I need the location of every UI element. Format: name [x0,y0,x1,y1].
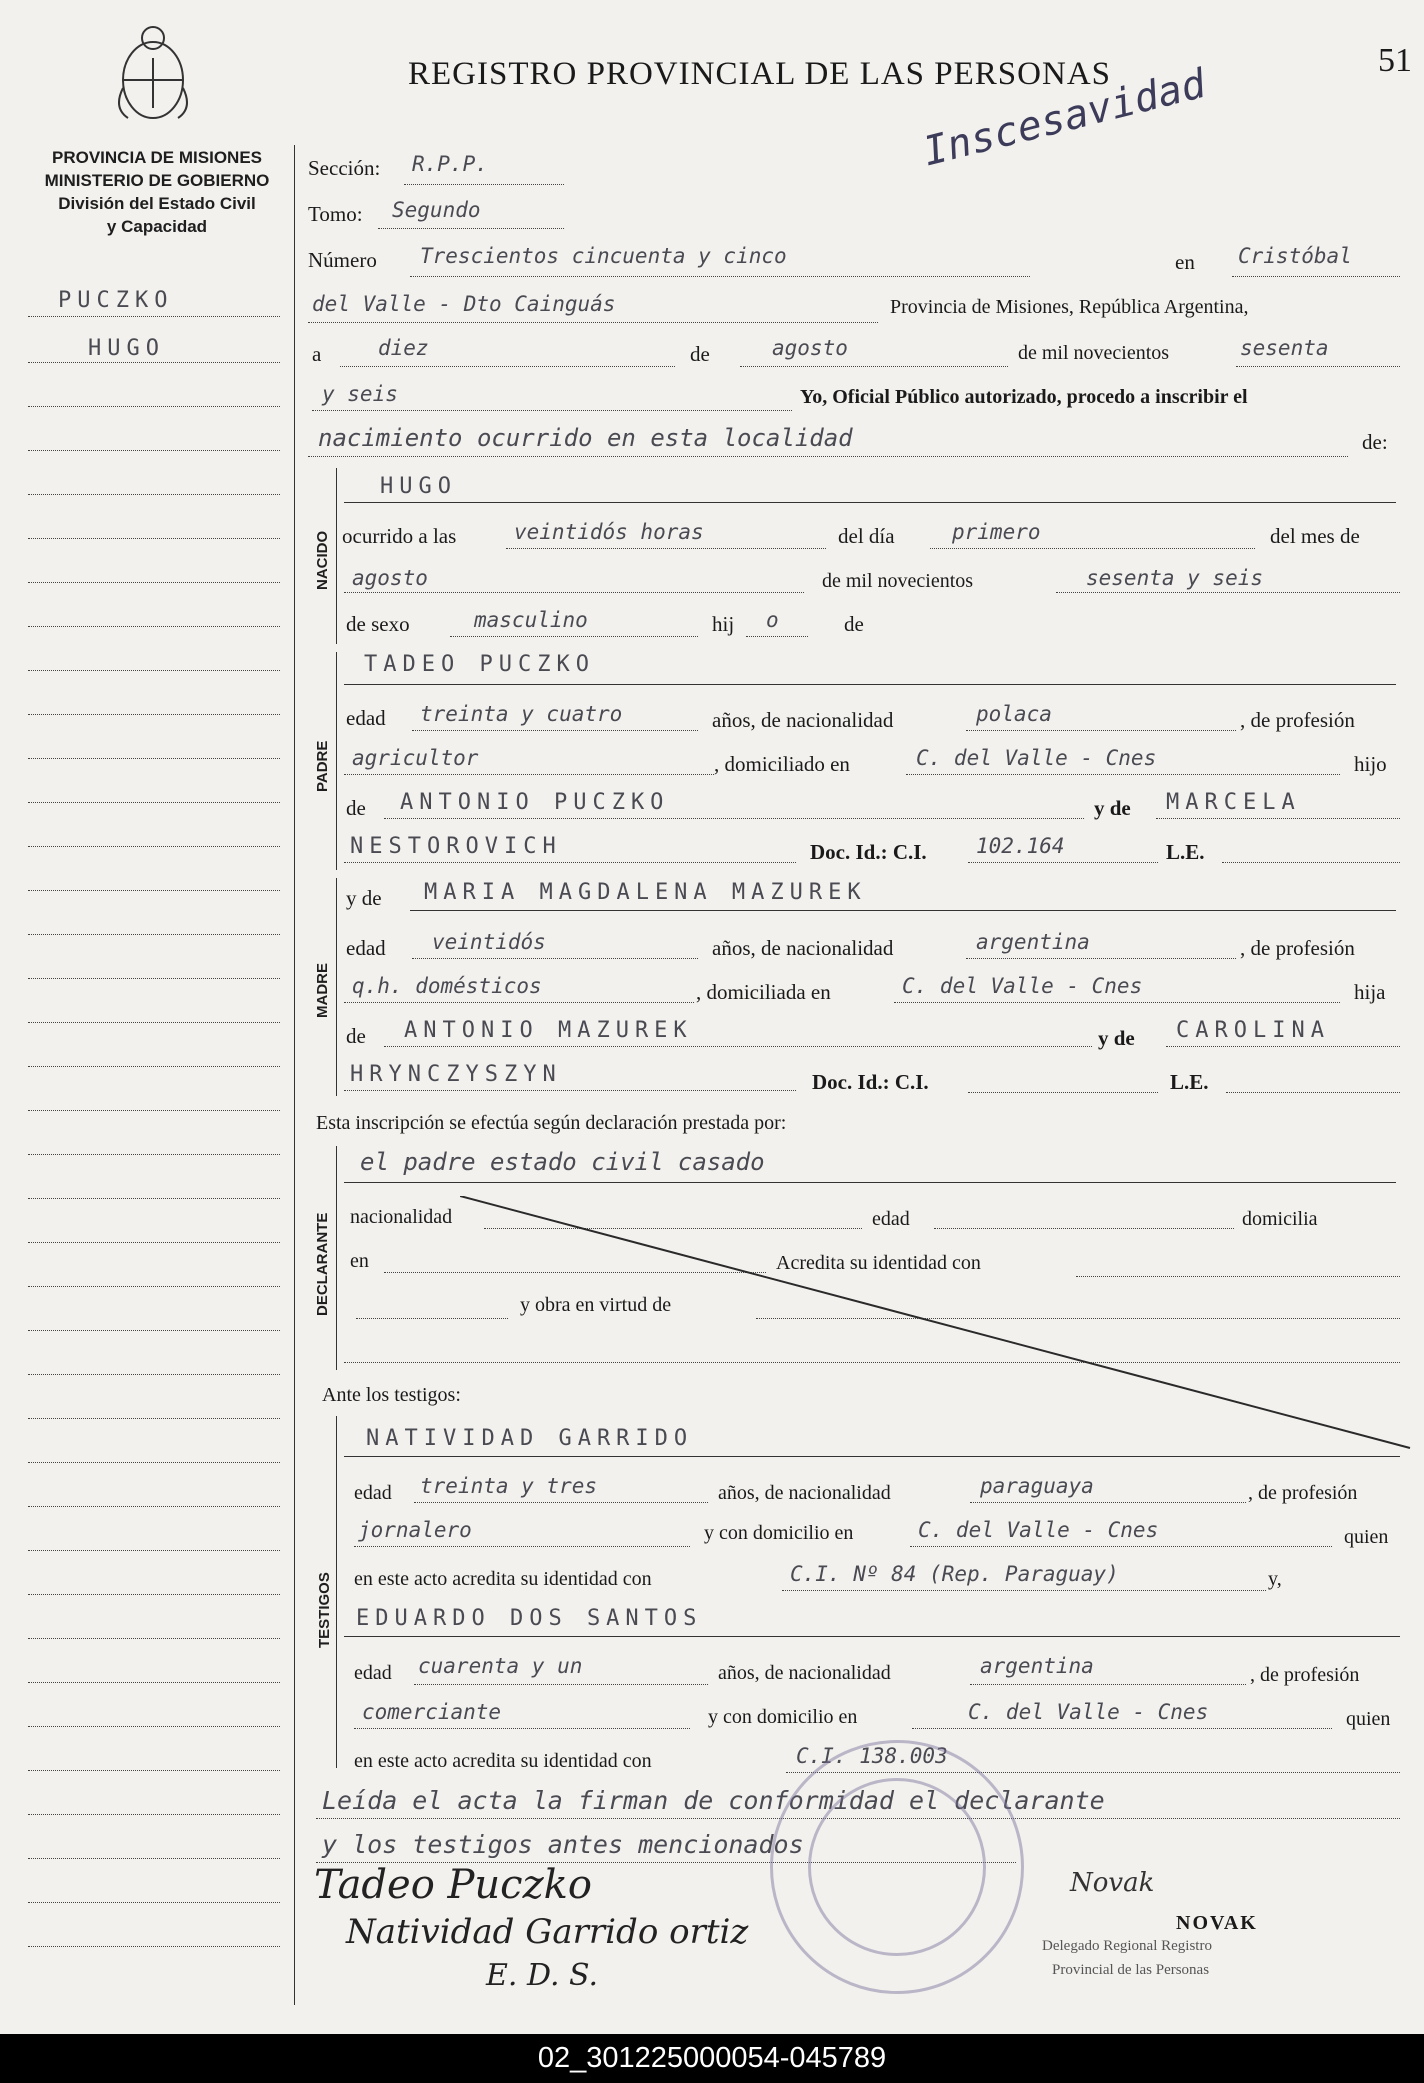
de2-label: de [844,612,864,636]
hij-label: hij [712,612,735,636]
field-line [344,1002,694,1003]
field-line [930,548,1255,549]
field-line [410,276,1030,277]
margin-line [28,1902,280,1903]
field-line [344,774,714,775]
madre-de-label: de [346,1024,366,1048]
margin-line [28,1682,280,1683]
field-line [968,862,1158,863]
page-number: 51 [1378,42,1412,79]
t2-nac-label: años, de nacionalidad [718,1662,891,1684]
closing-line-2: y los testigos antes mencionados [322,1830,804,1859]
field-line [970,1502,1246,1503]
margin-line [28,802,280,803]
margin-line [28,1858,280,1859]
madre-nac-value: argentina [976,930,1090,954]
margin-line [28,1594,280,1595]
madre-prof-value: q.h. domésticos [352,974,542,998]
del-mes-label: del mes de [1270,524,1360,548]
field-line [344,592,804,593]
official-round-stamp-inner [808,1778,986,1956]
madre-madre2-value: HRYNCZYSZYN [350,1062,562,1087]
t1-prof-value: jornalero [358,1518,472,1542]
t1-dom-label: y con domicilio en [704,1522,854,1544]
field-rule [344,1456,1400,1457]
coat-of-arms-seal [108,18,198,128]
field-line [1166,1046,1400,1047]
madre-label: MADRE [314,963,331,1018]
del-dia-label: del día [838,524,895,548]
margin-line [28,406,280,407]
padre-edad-value: treinta y cuatro [420,702,623,726]
madre-edad-label: edad [346,936,386,960]
margin-line [28,626,280,627]
field-line [912,1728,1332,1729]
padre-nac-value: polaca [976,702,1052,726]
de-mil-nov-label: de mil novecientos [822,570,974,592]
numero-value: Trescientos cincuenta y cinco [420,244,787,268]
scan-footer-id: 02_301225000054-045789 [0,2034,1424,2083]
closing-line-1: Leída el acta la firman de conformidad el declarante [322,1786,1105,1815]
document-title: REGISTRO PROVINCIAL DE LAS PERSONAS [408,56,1112,92]
madre-madre-value: CAROLINA [1176,1018,1330,1043]
anio-b-value: y seis [322,382,398,406]
margin-surname: PUCZKO [58,288,174,313]
madre-nombre: MARIA MAGDALENA MAZUREK [424,880,867,905]
t2-quien-label: quien [1346,1708,1391,1730]
acto-value: nacimiento ocurrido en esta localidad [318,424,853,452]
margin-line [28,1814,280,1815]
field-rule [344,502,1396,503]
t1-acto-label: en este acto acredita su identidad con [354,1568,652,1590]
en-label: en [1175,250,1195,274]
padre-madre2-value: NESTOROVICH [350,834,562,859]
anio-a-value: sesenta [1240,336,1329,360]
margin-given-name: HUGO [88,336,165,361]
madre-prof-label: , de profesión [1240,936,1355,960]
nacido-label: NACIDO [314,530,331,590]
margin-line [28,362,280,363]
yo-text: Yo, Oficial Público autorizado, procedo a inscribir el [800,386,1248,408]
signature-witness-1: Natividad Garrido ortiz [346,1912,749,1952]
t2-nombre: EDUARDO DOS SANTOS [356,1606,703,1631]
padre-prof-value: agricultor [352,746,479,770]
de-label: de [690,342,710,366]
seccion-value: R.P.P. [412,152,488,176]
en-value: Cristóbal [1238,244,1352,268]
t2-prof-value: comerciante [362,1700,502,1724]
field-line [894,1002,1340,1003]
field-line [966,730,1236,731]
field-line [1222,862,1400,863]
t2-edad-value: cuarenta y un [418,1654,583,1678]
office-ministry: MINISTERIO DE GOBIERNO [44,171,270,190]
t1-y-label: y, [1268,1568,1282,1590]
field-line [506,548,826,549]
field-line [414,1502,708,1503]
signature-official: Novak [1070,1868,1155,1898]
field-line [354,1546,690,1547]
field-rule [344,1182,1396,1183]
margin-line [28,1286,280,1287]
ocurrido-label: ocurrido a las [342,524,457,548]
margin-line [28,1946,280,1947]
field-line [340,366,675,367]
numero-label: Número [308,248,377,272]
tomo-value: Segundo [392,198,481,222]
field-line [1232,276,1400,277]
de-colon-label: de: [1362,430,1388,454]
padre-edad-label: edad [346,706,386,730]
padre-de-label: de [346,796,366,820]
sexo-value: masculino [474,608,588,632]
field-rule [344,684,1396,685]
margin-line [28,1066,280,1067]
inscripcion-text: Esta inscripción se efectúa según declaración prestada por: [316,1112,787,1134]
field-line [384,818,1084,819]
field-line [312,410,792,411]
t1-edad-value: treinta y tres [420,1474,598,1498]
t2-acto-label: en este acto acredita su identidad con [354,1750,652,1772]
margin-line [28,1022,280,1023]
padre-nac-label: años, de nacionalidad [712,708,894,732]
field-line [344,862,796,863]
hijo-label: hijo [1354,752,1387,776]
t1-doc-value: C.I. Nº 84 (Rep. Paraguay) [790,1562,1119,1586]
nacido-nombre: HUGO [380,474,457,499]
t1-nombre: NATIVIDAD GARRIDO [366,1426,694,1451]
section-divider [336,652,337,870]
margin-line [28,1418,280,1419]
field-line [414,1684,708,1685]
madre-dom-value: C. del Valle - Cnes [902,974,1143,998]
field-line [966,958,1236,959]
padre-doc-label: Doc. Id.: C.I. [810,840,927,864]
section-divider [336,1146,337,1370]
anio-nac-value: sesenta y seis [1086,566,1264,590]
margin-line [28,450,280,451]
official-title-1: Delegado Regional Registro [1042,1938,1212,1954]
field-line [412,730,698,731]
office-division: División del Estado Civil [58,194,256,213]
localidad-value: del Valle - Dto Cainguás [312,292,616,316]
margin-line [28,1374,280,1375]
t1-prof-label: , de profesión [1248,1482,1358,1504]
signature-father: Tadeo Puczko [314,1862,592,1908]
dia-nac-value: primero [952,520,1041,544]
t1-edad-label: edad [354,1482,392,1504]
margin-line [28,1242,280,1243]
padre-ci-value: 102.164 [976,834,1065,858]
madre-yde-label: y de [346,886,382,910]
field-line [308,456,1348,457]
padre-label: PADRE [314,740,331,792]
t2-dom-label: y con domicilio en [708,1706,858,1728]
margin-line [28,934,280,935]
official-title-2: Provincial de las Personas [1052,1962,1210,1978]
seccion-label: Sección: [308,156,381,180]
provincia-text: Provincia de Misiones, República Argentina, [890,296,1249,318]
margin-line [28,1110,280,1111]
margin-line [28,1638,280,1639]
declarante-label: DECLARANTE [314,1212,331,1316]
margin-line [28,1198,280,1199]
margin-divider [294,145,295,2005]
padre-le-label: L.E. [1166,840,1205,864]
field-line [378,228,564,229]
margin-line [28,538,280,539]
hij-suffix: o [766,608,779,632]
t2-prof-label: , de profesión [1250,1664,1360,1686]
field-line [906,774,1340,775]
madre-nac-label: años, de nacionalidad [712,936,894,960]
office-province: PROVINCIA DE MISIONES [51,148,262,167]
dia-value: diez [378,336,429,360]
madre-doc-label: Doc. Id.: C.I. [812,1070,929,1094]
field-line [910,1546,1332,1547]
margin-line [28,1462,280,1463]
margin-line [28,890,280,891]
margin-line [28,1770,280,1771]
field-line [1236,366,1400,367]
de-mil-label: de mil novecientos [1018,342,1170,364]
field-line [344,1090,796,1091]
madre-dom-label: , domiciliada en [696,980,831,1004]
padre-dom-value: C. del Valle - Cnes [916,746,1157,770]
padre-padre-value: ANTONIO PUCZKO [400,790,670,815]
t2-nac-value: argentina [980,1654,1094,1678]
field-line [384,1046,1092,1047]
mes-value: agosto [772,336,848,360]
field-rule [344,1636,1400,1637]
hija-label: hija [1354,980,1386,1004]
margin-line [28,1506,280,1507]
field-line [1226,1092,1400,1093]
padre-dom-label: , domiciliado en [714,752,850,776]
t2-doc-value: C.I. 138.003 [796,1744,948,1768]
field-line [968,1092,1158,1093]
margin-line [28,846,280,847]
field-line [1056,592,1400,593]
field-line [404,184,564,185]
official-name: NOVAK [1176,1912,1258,1934]
section-divider [336,468,337,644]
signature-witness-2: E. D. S. [486,1958,599,1993]
madre-yde2-label: y de [1098,1026,1135,1050]
field-line [412,958,698,959]
decl-en-label: en [350,1250,369,1272]
padre-madre-value: MARCELA [1166,790,1301,815]
t2-dom-value: C. del Valle - Cnes [968,1700,1209,1724]
decl-nac-label: nacionalidad [350,1206,453,1228]
decl-obra-label: y obra en virtud de [520,1294,672,1316]
office-division-2: y Capacidad [106,217,208,236]
field-line [308,322,878,323]
declarante-value: el padre estado civil casado [360,1148,765,1176]
margin-line [28,1330,280,1331]
margin-line [28,714,280,715]
t1-nac-value: paraguaya [980,1474,1094,1498]
hora-value: veintidós horas [514,520,704,544]
field-line [1156,818,1400,819]
margin-line [28,670,280,671]
padre-prof-label: , de profesión [1240,708,1355,732]
t1-dom-value: C. del Valle - Cnes [918,1518,1159,1542]
margin-line [28,758,280,759]
margin-line [28,1726,280,1727]
decl-domicilia-label: domicilia [1242,1208,1318,1230]
handwritten-stamp: Inscesavidad [918,60,1211,176]
margin-line [28,582,280,583]
madre-le-label: L.E. [1170,1070,1209,1094]
field-line [970,1684,1246,1685]
margin-line [28,1154,280,1155]
field-line [740,366,1008,367]
decl-acredita-label: Acredita su identidad con [776,1252,981,1274]
field-line [782,1590,1266,1591]
margin-line [28,978,280,979]
section-divider [336,1416,337,1768]
margin-line [28,316,280,317]
field-line [354,1728,690,1729]
mes-nac-value: agosto [352,566,428,590]
t1-quien-label: quien [1344,1526,1389,1548]
t1-nac-label: años, de nacionalidad [718,1482,891,1504]
field-rule [410,910,1396,911]
field-line [746,636,808,637]
section-divider [336,878,337,1096]
strike-through-line [460,1196,1420,1456]
field-line [450,636,698,637]
t2-edad-label: edad [354,1662,392,1684]
margin-line [28,1550,280,1551]
a-label: a [312,342,322,366]
testigos-label: TESTIGOS [316,1572,333,1648]
sexo-label: de sexo [346,612,410,636]
ante-text: Ante los testigos: [322,1384,461,1406]
margin-line [28,494,280,495]
padre-yde-label: y de [1094,796,1131,820]
madre-padre-value: ANTONIO MAZUREK [404,1018,693,1043]
decl-edad-label: edad [872,1208,910,1230]
issuing-office [22,146,292,238]
tomo-label: Tomo: [308,202,363,226]
madre-edad-value: veintidós [432,930,546,954]
padre-nombre: TADEO PUCZKO [364,652,595,677]
